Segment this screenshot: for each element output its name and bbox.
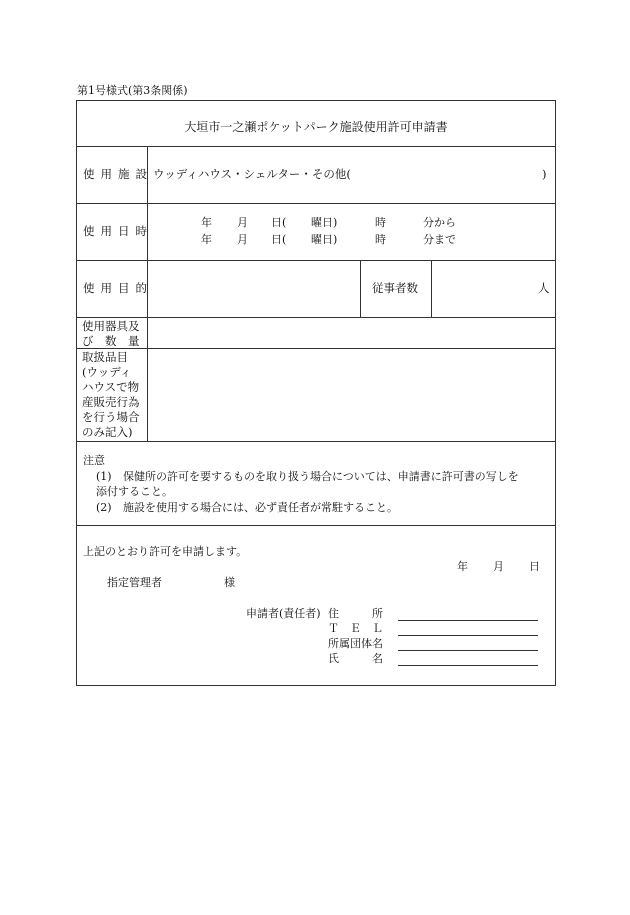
- note1-text: 保健所の許可を要するものを取り扱う場合については、申請書に許可書の写しを: [123, 470, 519, 483]
- form-id: 第1号様式(第3条関係): [77, 84, 188, 97]
- group-label: 所属団体名: [328, 637, 383, 650]
- divider: [77, 348, 555, 349]
- items-label: 取扱品目 (ウッディ ハウスで物 産販売行為 を行う場合 のみ記入): [82, 350, 140, 439]
- name-field[interactable]: [398, 665, 538, 666]
- address-field[interactable]: [398, 620, 538, 621]
- divider: [360, 260, 361, 317]
- start-day-unit: 日(: [271, 216, 287, 229]
- equipment-label: 使用器具及 び 数 量: [82, 319, 140, 348]
- divider: [431, 260, 432, 317]
- start-minute-from: 分から: [423, 216, 456, 229]
- purpose-label: 使用目的: [83, 281, 153, 295]
- start-month-unit: 月: [237, 216, 248, 229]
- start-hour-unit: 時: [375, 216, 386, 229]
- end-minute-to: 分まで: [423, 233, 456, 246]
- note2-number: (2): [96, 501, 112, 514]
- note1-number: (1): [96, 470, 112, 483]
- label-column-divider: [147, 146, 148, 441]
- start-year-unit: 年: [201, 216, 212, 229]
- tel-label: Ｔ Ｅ Ｌ: [328, 622, 383, 635]
- end-year-unit: 年: [201, 233, 212, 246]
- datetime-label: 使用日時: [83, 224, 153, 238]
- address-label: 住 所: [328, 607, 383, 620]
- facility-value[interactable]: ウッディハウス・シェルター・その他(: [153, 167, 351, 181]
- facility-close-paren: ): [542, 167, 547, 181]
- end-month-unit: 月: [237, 233, 248, 246]
- application-month-unit: 月: [493, 560, 504, 573]
- divider: [77, 441, 555, 442]
- form-title: 大垣市一之瀬ポケットパーク施設使用許可申請書: [184, 120, 448, 134]
- end-day-unit: 日(: [271, 233, 287, 246]
- divider: [77, 203, 555, 204]
- staff-count-unit: 人: [538, 281, 550, 295]
- divider: [77, 146, 555, 147]
- divider: [77, 260, 555, 261]
- end-weekday-unit: 曜日): [311, 233, 338, 246]
- applicant-label: 申請者(責任者): [246, 607, 321, 620]
- application-year-unit: 年: [457, 560, 468, 573]
- end-hour-unit: 時: [375, 233, 386, 246]
- divider: [77, 525, 555, 526]
- facility-label: 使用施設: [83, 167, 153, 181]
- staff-count-label: 従事者数: [372, 281, 418, 295]
- application-day-unit: 日: [529, 560, 540, 573]
- honorific: 様: [224, 576, 235, 589]
- start-weekday-unit: 曜日): [311, 216, 338, 229]
- notes-heading: 注意: [83, 454, 105, 467]
- divider: [77, 317, 555, 318]
- application-form: [76, 100, 556, 686]
- name-label: 氏 名: [328, 652, 383, 665]
- group-field[interactable]: [398, 650, 538, 651]
- application-statement: 上記のとおり許可を申請します。: [83, 545, 248, 558]
- note2-text: 施設を使用する場合には、必ず責任者が常駐すること。: [123, 501, 398, 514]
- note1-continuation: 添付すること。: [96, 485, 173, 498]
- addressee-label: 指定管理者: [107, 576, 162, 589]
- tel-field[interactable]: [398, 635, 538, 636]
